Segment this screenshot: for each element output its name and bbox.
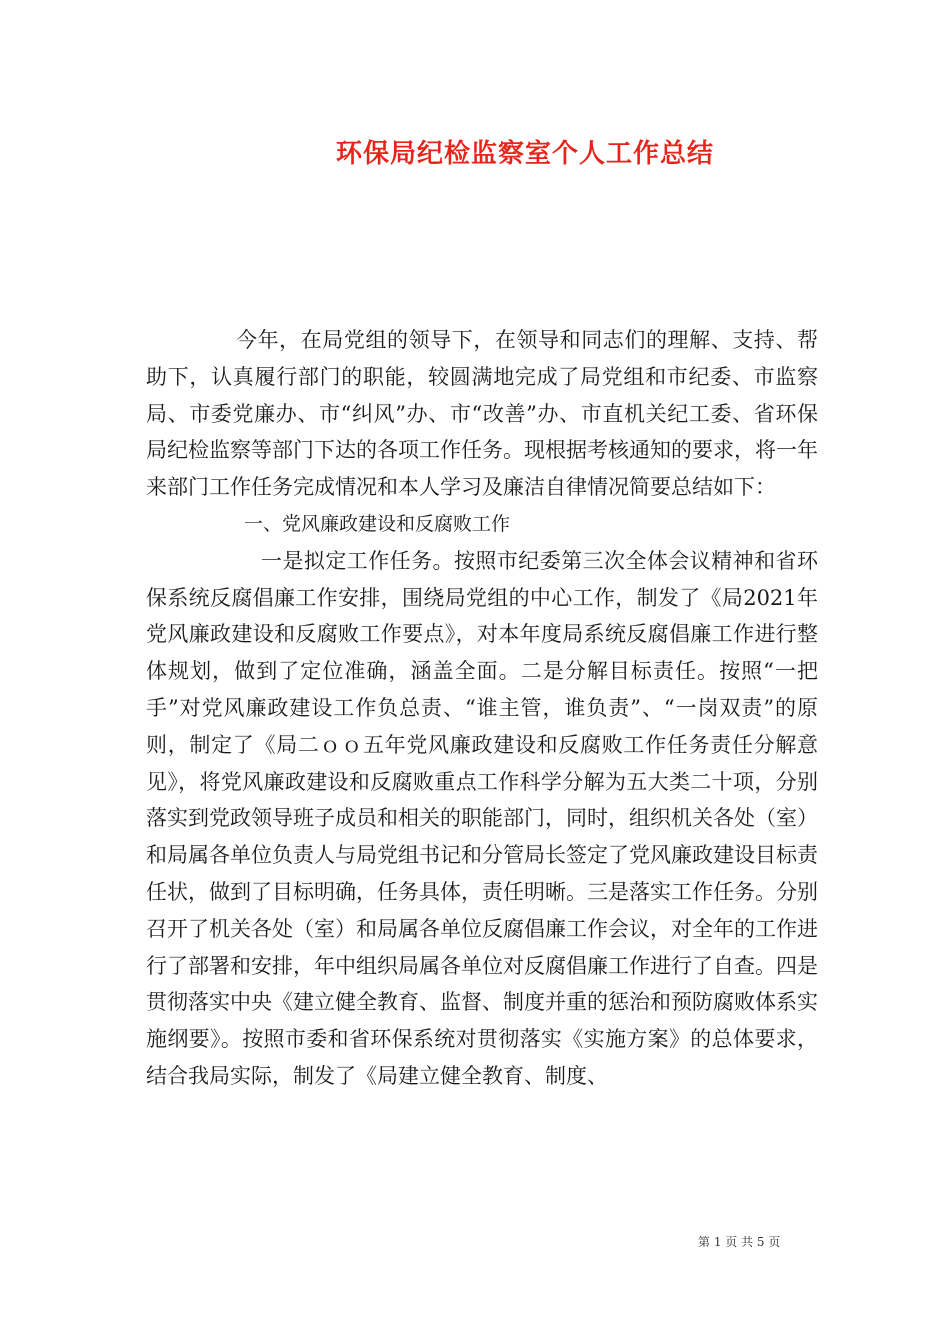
paragraph-intro: 今年，在局党组的领导下，在领导和同志们的理解、支持、帮助下，认真履行部门的职能，较圆满地完成了局党组和市纪委、市监察局、市委党廉办、市“纠风”办、市“改善”办、市直机关纪工委、省环保局纪检监察等部门下达的各项工作任务。现根据考核通知的要求，将一年来部门工作任务完成情况和本人学习及廉洁自律情况简要总结如下： bbox=[146, 328, 818, 500]
section-heading: 一、党风廉政建设和反腐败工作 bbox=[244, 512, 511, 535]
document-body bbox=[146, 322, 818, 1095]
paragraph-section-one: 一是拟定工作任务。按照市纪委第三次全体会议精神和省环保系统反腐倡廉工作安排，围绕局党组的中心工作，制发了《局2021年党风廉政建设和反腐败工作要点》，对本年度局系统反腐倡廉工作进行整体规划，做到了定位准确，涵盖全面。二是分解目标责任。按照“一把手”对党风廉政建设工作负总责、“谁主管，谁负责”、“一岗双责”的原则，制定了《局二ｏｏ五年党风廉政建设和反腐败工作任务责任分解意见》，将党风廉政建设和反腐败重点工作科学分解为五大类二十项，分别落实到党政领导班子成员和相关的职能部门，同时，组织机关各处（室）和局属各单位负责人与局党组书记和分管局长签定了党风廉政建设目标责任状，做到了目标明确，任务具体，责任明晰。三是落实工作任务。分别召开了机关各处（室）和局属各单位反腐倡廉工作会议，对全年的工作进行了部署和安排，年中组织局属各单位对反腐倡廉工作进行了自查。四是贯彻落实中央《建立健全教育、监督、制度并重的惩治和预防腐败体系实施纲要》。按照市委和省环保系统对贯彻落实《实施方案》的总体要求，结合我局实际，制发了《局建立健全教育、制度、 bbox=[146, 548, 818, 1088]
document-title: 环保局纪检监察室个人工作总结 bbox=[335, 139, 714, 169]
page-number: 第 1 页 共 5 页 bbox=[698, 1235, 781, 1249]
